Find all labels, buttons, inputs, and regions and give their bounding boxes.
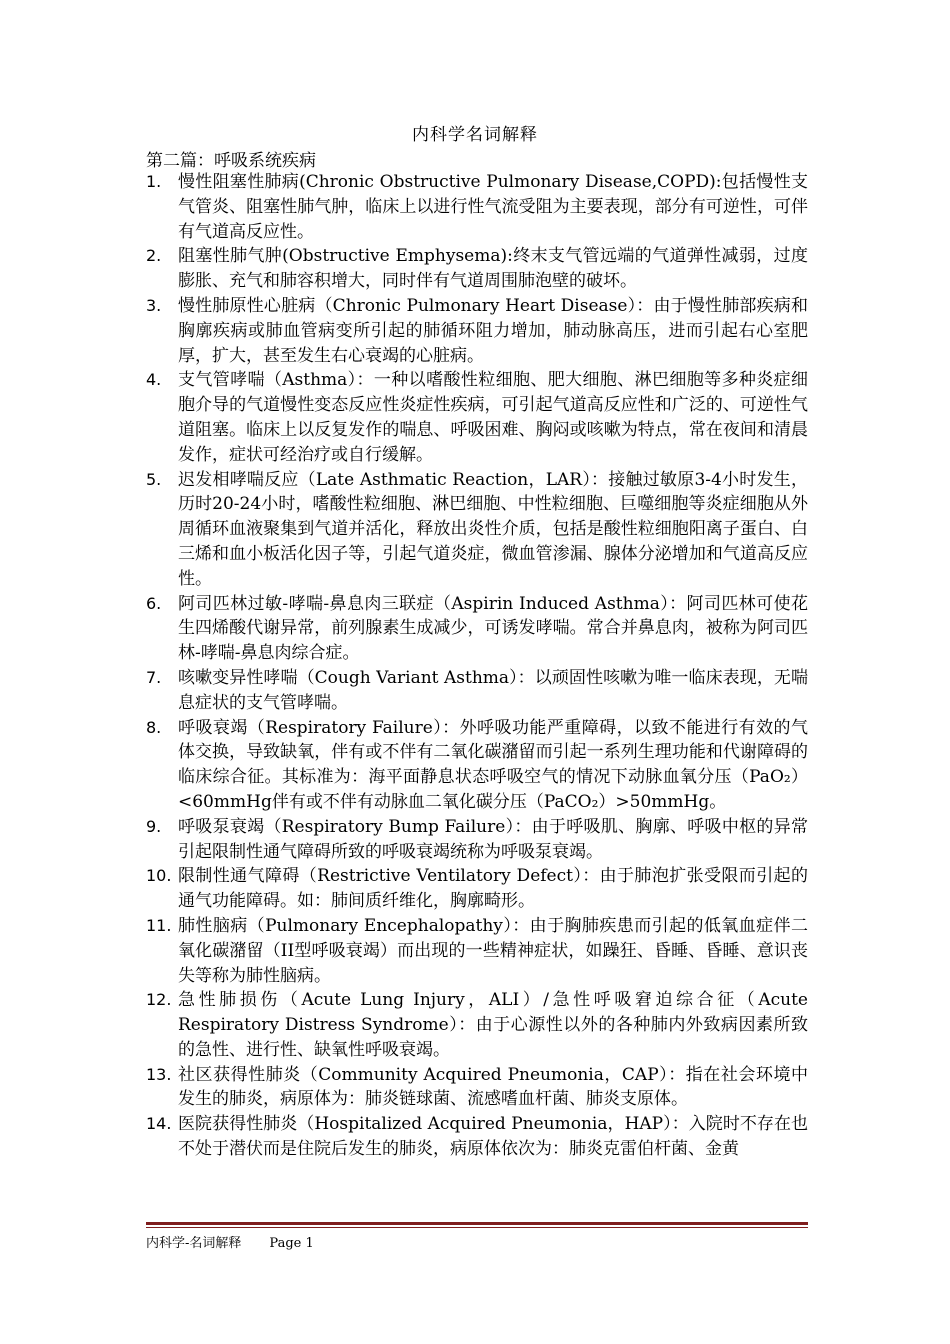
list-item — [146, 468, 808, 592]
page-number: Page 1 — [269, 1236, 314, 1251]
item-number: 2. — [146, 246, 162, 266]
page-title: 内科学名词解释 — [412, 125, 538, 145]
item-number: 7. — [146, 667, 162, 687]
item-text: 咳嗽变异性哮喘（Cough Variant Asthma）：以顽固性咳嗽为唯一临床表现，无喘息症状的支气管哮喘。 — [178, 667, 808, 713]
item-text: 阻塞性肺气肿(Obstructive Emphysema):终末支气管远端的气道弹性减弱，过度膨胀、充气和肺容积增大，同时伴有气道周围肺泡壁的破坏。 — [178, 246, 808, 292]
item-text: 支气管哮喘（Asthma）：一种以嗜酸性粒细胞、肥大细胞、淋巴细胞等多种炎症细胞介导的气道慢性变态反应性炎症性疾病，可引起气道高反应性和广泛的、可逆性气道阻塞。临床上以反复发作的喘息、呼吸困难、胸闷或咳嗽为特点，常在夜间和清晨发作，症状可经治疗或自行缓解。 — [178, 370, 808, 465]
item-number: 1. — [146, 172, 162, 191]
item-text: 肺性脑病（Pulmonary Encephalopathy）：由于胸肺疾患而引起的低氧血症伴二氧化碳潴留（II型呼吸衰竭）而出现的一些精神症状，如躁狂、昏睡、昏睡、意识丧失等称为肺性脑病。 — [178, 915, 808, 986]
item-number: 13. — [146, 1064, 172, 1084]
item-text: 限制性通气障碍（Restrictive Ventilatory Defect）：由于肺泡扩张受限而引起的通气功能障碍。如：肺间质纤维化，胸廓畸形。 — [178, 866, 808, 912]
item-number: 10. — [146, 866, 172, 886]
list-item — [146, 914, 808, 988]
item-text: 慢性阻塞性肺病(Chronic Obstructive Pulmonary Disease,COPD):包括慢性支气管炎、阻塞性肺气肿，临床上以进行性气流受阻为主要表现，部分有可逆性，可伴有气道高反应性。 — [178, 172, 808, 242]
section-heading: 第二篇：呼吸系统疾病 — [146, 151, 316, 171]
item-number: 5. — [146, 469, 162, 489]
item-text: 医院获得性肺炎（Hospitalized Acquired Pneumonia，HAP）：入院时不存在也不处于潜伏而是住院后发生的肺炎，病原体依次为：肺炎克雷伯杆菌、金黄 — [178, 1114, 808, 1160]
item-text: 呼吸泵衰竭（Respiratory Bump Failure）：由于呼吸肌、胸廓、呼吸中枢的异常引起限制性通气障碍所致的呼吸衰竭统称为呼吸泵衰竭。 — [178, 816, 808, 862]
list-item — [146, 170, 808, 244]
page-footer — [146, 1232, 314, 1251]
item-text: 急性肺损伤（Acute Lung Injury，ALI）/急性呼吸窘迫综合征（Acute Respiratory Distress Syndrome）：由于心源性以外的各种肺内外致病因素所致的急性、进行性、缺氧性呼吸衰竭。 — [178, 990, 808, 1060]
item-number: 11. — [146, 915, 172, 935]
list-item — [146, 368, 808, 467]
list-item — [146, 1063, 808, 1113]
item-text: 迟发相哮喘反应（Late Asthmatic Reaction，LAR）：接触过敏原3-4小时发生，历时20-24小时，嗜酸性粒细胞、淋巴细胞、中性粒细胞、巨噬细胞等炎症细胞从外周循环血液聚集到气道并活化，释放出炎性介质，包括是酸性粒细胞阳离子蛋白、白三烯和血小板活化因子等，引起气道炎症，微血管渗漏、腺体分泌增加和气道高反应性。 — [178, 469, 808, 589]
footer-divider-thin — [146, 1227, 808, 1228]
list-item — [146, 294, 808, 368]
item-number: 3. — [146, 295, 162, 315]
item-number: 12. — [146, 990, 172, 1010]
list-item — [146, 988, 808, 1062]
item-text: 慢性肺原性心脏病（Chronic Pulmonary Heart Disease）：由于慢性肺部疾病和胸廓疾病或肺血管病变所引起的肺循环阻力增加，肺动脉高压，进而引起右心室肥厚，扩大，甚至发生右心衰竭的心脏病。 — [178, 295, 808, 366]
item-text: 社区获得性肺炎（Community Acquired Pneumonia，CAP）：指在社会环境中发生的肺炎，病原体为：肺炎链球菌、流感嗜血杆菌、肺炎支原体。 — [178, 1064, 808, 1110]
list-item — [146, 1112, 808, 1162]
item-number: 9. — [146, 816, 162, 836]
footer-label: 内科学-名词解释 — [146, 1236, 242, 1251]
footer-divider — [146, 1222, 808, 1225]
list-item — [146, 666, 808, 716]
term-list — [146, 170, 808, 1162]
item-text: 阿司匹林过敏-哮喘-鼻息肉三联症（Aspirin Induced Asthma）：阿司匹林可使花生四烯酸代谢异常，前列腺素生成减少，可诱发哮喘。常合并鼻息肉，被称为阿司匹林-哮喘-鼻息肉综合症。 — [178, 593, 808, 664]
item-number: 14. — [146, 1114, 172, 1134]
item-number: 6. — [146, 593, 162, 613]
list-item — [146, 244, 808, 294]
list-item — [146, 815, 808, 865]
list-item — [146, 864, 808, 914]
item-number: 4. — [146, 370, 162, 390]
list-item — [146, 716, 808, 815]
list-item — [146, 592, 808, 666]
item-text: 呼吸衰竭（Respiratory Failure）：外呼吸功能严重障碍，以致不能进行有效的气体交换，导致缺氧，伴有或不伴有二氧化碳潴留而引起一系列生理功能和代谢障碍的临床综合征。其标准为：海平面静息状态呼吸空气的情况下动脉血氧分压（PaO₂）<60mmHg伴有或不伴有动脉血二氧化碳分压（PaCO₂）>50mmHg。 — [178, 717, 808, 812]
item-number: 8. — [146, 717, 162, 737]
